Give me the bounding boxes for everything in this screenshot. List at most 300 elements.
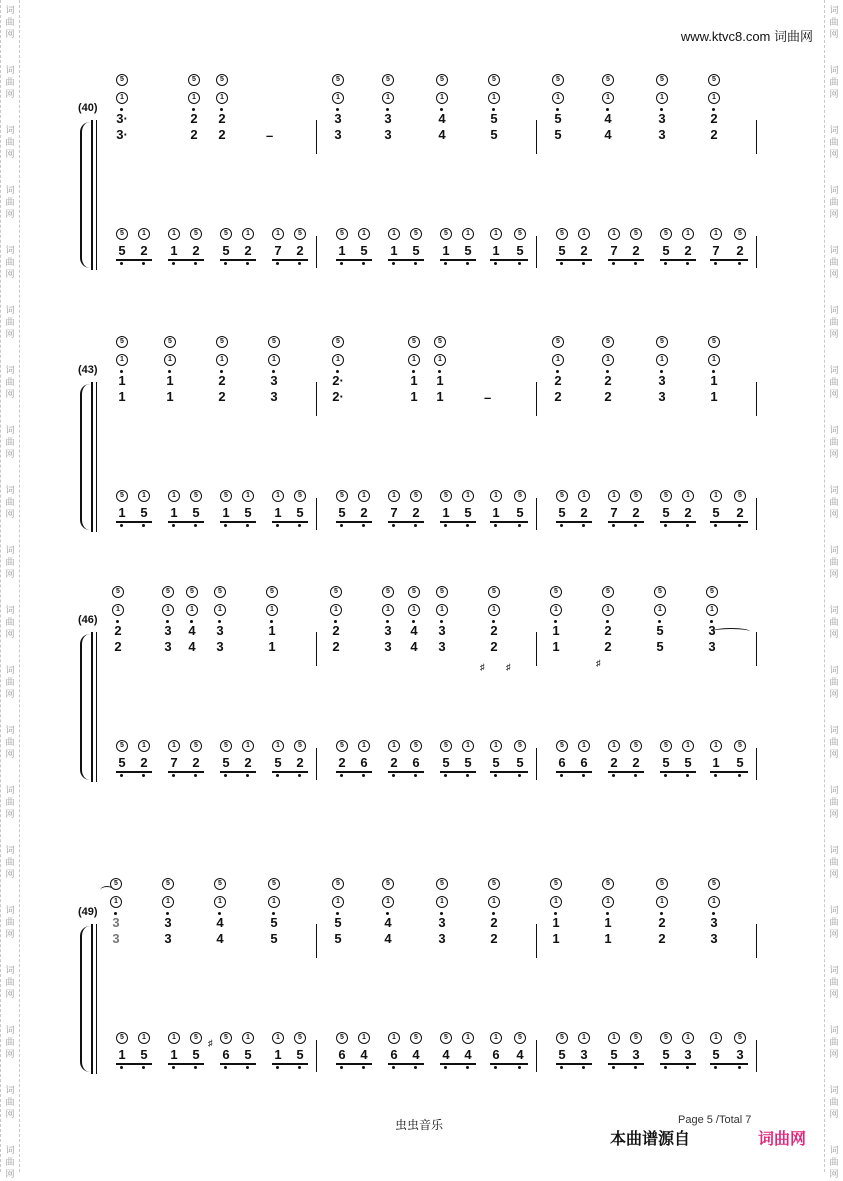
watermark-char: 网	[829, 390, 839, 400]
fingering-mark: 5	[382, 878, 394, 890]
watermark-char: 曲	[829, 258, 839, 268]
jianpu-note: 3	[334, 111, 342, 126]
beam-underline	[116, 259, 152, 261]
jianpu-note: 5	[464, 505, 472, 520]
fingering-mark: 5	[190, 1032, 202, 1044]
fingering-mark: 5	[708, 878, 720, 890]
watermark-char: 词	[829, 66, 839, 76]
octave-dot	[362, 524, 365, 527]
watermark-char: 词	[5, 126, 15, 136]
barline	[756, 382, 757, 416]
fingering-mark: 1	[358, 1032, 370, 1044]
site-url[interactable]: www.ktvc8.com 词曲网	[680, 29, 813, 44]
jianpu-note: 2	[114, 639, 122, 654]
fingering-mark: 5	[656, 878, 668, 890]
beam-underline	[440, 521, 476, 523]
fingering-mark: 1	[552, 354, 564, 366]
beam-underline	[388, 259, 424, 261]
jianpu-note: 3	[438, 915, 446, 930]
watermark-char: 词	[829, 486, 839, 496]
watermark-char: 曲	[829, 318, 839, 328]
jianpu-note: 3	[216, 623, 224, 638]
octave-dot	[392, 774, 395, 777]
watermark-char: 词	[829, 606, 839, 616]
fingering-mark: 5	[436, 74, 448, 86]
watermark-char: 词	[5, 186, 15, 196]
measure-number: (49)	[78, 906, 98, 918]
jianpu-note: 2	[244, 755, 252, 770]
octave-dot	[738, 1066, 741, 1069]
fingering-mark: 5	[268, 878, 280, 890]
fingering-mark: 5	[116, 74, 128, 86]
jianpu-note: 5	[118, 243, 126, 258]
watermark-char: 网	[829, 510, 839, 520]
fingering-mark: 5	[294, 1032, 306, 1044]
watermark-char: 词	[829, 366, 839, 376]
jianpu-note: 3	[164, 639, 172, 654]
octave-dot	[612, 1066, 615, 1069]
beam-underline	[660, 1063, 696, 1065]
octave-dot	[246, 774, 249, 777]
watermark-char: 曲	[5, 978, 15, 988]
jianpu-note: 4	[438, 127, 446, 142]
jianpu-note: 3·	[116, 111, 128, 126]
jianpu-note: 5	[270, 931, 278, 946]
footer-center-text: 虫虫音乐	[395, 1118, 444, 1132]
octave-dot	[224, 262, 227, 265]
octave-dot	[224, 774, 227, 777]
barline	[756, 924, 757, 958]
jianpu-note: 6	[390, 1047, 398, 1062]
jianpu-note: 5	[296, 1047, 304, 1062]
jianpu-note: 5	[334, 915, 342, 930]
beam-underline	[556, 771, 592, 773]
jianpu-note: 5	[656, 639, 664, 654]
fingering-mark: 5	[336, 740, 348, 752]
jianpu-note: 1	[552, 915, 560, 930]
barline	[536, 924, 537, 958]
octave-dot	[142, 774, 145, 777]
jianpu-note: 3	[708, 623, 716, 638]
fingering-mark: 1	[116, 354, 128, 366]
fingering-mark: 1	[550, 896, 562, 908]
jianpu-note: 3	[164, 931, 172, 946]
sharp-sign: ♯	[480, 662, 485, 672]
barline	[536, 632, 537, 666]
jianpu-note: 2	[190, 127, 198, 142]
fingering-mark: 1	[710, 1032, 722, 1044]
watermark-char: 词	[5, 1086, 15, 1096]
watermark-char: 网	[829, 330, 839, 340]
jianpu-note: 2	[140, 243, 148, 258]
barline	[536, 120, 537, 154]
jianpu-note: 1	[170, 505, 178, 520]
jianpu-note: 2	[490, 623, 498, 638]
fingering-mark: 1	[358, 490, 370, 502]
fingering-mark: 1	[242, 228, 254, 240]
octave-dot	[560, 1066, 563, 1069]
fingering-mark: 1	[382, 604, 394, 616]
jianpu-note: 5	[516, 505, 524, 520]
fingering-mark: 5	[552, 74, 564, 86]
jianpu-note: 3	[736, 1047, 744, 1062]
fingering-mark: 5	[434, 336, 446, 348]
jianpu-note: 2·	[332, 373, 344, 388]
barline	[756, 748, 757, 780]
fingering-mark: 5	[706, 586, 718, 598]
fingering-mark: 1	[162, 896, 174, 908]
watermark-char: 词	[5, 6, 15, 16]
fingering-mark: 1	[708, 896, 720, 908]
jianpu-note: 4	[410, 623, 418, 638]
octave-dot	[612, 524, 615, 527]
jianpu-note: 1	[552, 623, 560, 638]
jianpu-note: 5	[516, 243, 524, 258]
octave-dot	[582, 524, 585, 527]
rest-dash: –	[266, 128, 274, 143]
fingering-mark: 1	[168, 1032, 180, 1044]
octave-dot	[612, 774, 615, 777]
watermark-char: 网	[5, 690, 15, 700]
watermark-char: 曲	[5, 498, 15, 508]
octave-dot	[414, 774, 417, 777]
watermark-char: 曲	[5, 18, 15, 28]
jianpu-note: 6	[338, 1047, 346, 1062]
octave-dot	[392, 524, 395, 527]
jianpu-note: 3	[112, 931, 120, 946]
octave-dot	[340, 262, 343, 265]
watermark-char: 曲	[829, 798, 839, 808]
fingering-mark: 1	[682, 1032, 694, 1044]
fingering-mark: 1	[436, 896, 448, 908]
fingering-mark: 5	[294, 740, 306, 752]
octave-dot	[298, 262, 301, 265]
octave-dot	[664, 262, 667, 265]
jianpu-note: 6	[558, 755, 566, 770]
beam-underline	[440, 1063, 476, 1065]
jianpu-note: 1	[222, 505, 230, 520]
fingering-mark: 1	[168, 740, 180, 752]
footer-logo[interactable]: 词曲网	[758, 1131, 807, 1148]
jianpu-note: 3	[658, 389, 666, 404]
fingering-mark: 5	[336, 490, 348, 502]
fingering-mark: 1	[242, 490, 254, 502]
jianpu-note: 1	[274, 505, 282, 520]
octave-dot	[142, 524, 145, 527]
barline	[316, 924, 317, 958]
octave-dot	[414, 524, 417, 527]
watermark-char: 网	[5, 210, 15, 220]
jianpu-note: 6	[360, 755, 368, 770]
jianpu-note: 6	[492, 1047, 500, 1062]
beam-underline	[660, 259, 696, 261]
fingering-mark: 5	[332, 336, 344, 348]
fingering-mark: 5	[602, 74, 614, 86]
jianpu-note: 5	[140, 505, 148, 520]
watermark-char: 曲	[829, 1038, 839, 1048]
watermark-char: 曲	[5, 318, 15, 328]
jianpu-note: 7	[610, 243, 618, 258]
fingering-mark: 5	[734, 740, 746, 752]
jianpu-note: 2	[332, 623, 340, 638]
octave-dot	[246, 262, 249, 265]
fingering-mark: 1	[330, 604, 342, 616]
fingering-mark: 1	[214, 604, 226, 616]
fingering-mark: 5	[734, 490, 746, 502]
beam-underline	[336, 771, 372, 773]
jianpu-note: 3	[438, 639, 446, 654]
octave-dot	[392, 1066, 395, 1069]
system-bar-thin	[96, 924, 97, 1074]
fingering-mark: 5	[488, 74, 500, 86]
octave-dot	[276, 262, 279, 265]
fingering-mark: 5	[654, 586, 666, 598]
watermark-char: 曲	[5, 78, 15, 88]
fingering-mark: 5	[602, 336, 614, 348]
jianpu-note: 3	[710, 931, 718, 946]
octave-dot	[466, 774, 469, 777]
jianpu-note: 1	[170, 1047, 178, 1062]
watermark-char: 曲	[5, 258, 15, 268]
jianpu-note: 5	[558, 1047, 566, 1062]
fingering-mark: 5	[656, 336, 668, 348]
octave-dot	[518, 524, 521, 527]
fingering-mark: 1	[388, 1032, 400, 1044]
watermark-char: 网	[5, 870, 15, 880]
fingering-mark: 5	[188, 74, 200, 86]
fingering-mark: 1	[242, 1032, 254, 1044]
octave-dot	[142, 262, 145, 265]
octave-dot	[298, 774, 301, 777]
system-brace	[80, 122, 92, 268]
rest-dash: –	[484, 390, 492, 405]
fingering-mark: 5	[708, 74, 720, 86]
watermark-char: 曲	[829, 678, 839, 688]
fingering-mark: 1	[164, 354, 176, 366]
watermark-char: 曲	[829, 1158, 839, 1168]
fingering-mark: 1	[436, 604, 448, 616]
jianpu-note: 2	[332, 639, 340, 654]
beam-underline	[116, 771, 152, 773]
barline	[536, 498, 537, 530]
system-brace	[80, 634, 92, 780]
watermark-char: 网	[5, 990, 15, 1000]
jianpu-note: 6	[412, 755, 420, 770]
watermark-char: 词	[829, 426, 839, 436]
fingering-mark: 1	[332, 896, 344, 908]
jianpu-note: 5	[296, 505, 304, 520]
octave-dot	[714, 774, 717, 777]
jianpu-note: 2	[658, 931, 666, 946]
watermark-char: 网	[5, 510, 15, 520]
fingering-mark: 1	[578, 228, 590, 240]
fingering-mark: 5	[214, 586, 226, 598]
octave-dot	[414, 1066, 417, 1069]
watermark-char: 网	[5, 330, 15, 340]
jianpu-note: 5	[516, 755, 524, 770]
jianpu-note: 4	[604, 127, 612, 142]
watermark-char: 词	[5, 486, 15, 496]
watermark-char: 曲	[5, 618, 15, 628]
jianpu-note: 5	[558, 505, 566, 520]
fingering-mark: 1	[488, 896, 500, 908]
watermark-char: 网	[5, 810, 15, 820]
fingering-mark: 1	[382, 92, 394, 104]
watermark-char: 词	[829, 966, 839, 976]
barline	[756, 236, 757, 268]
barline	[316, 632, 317, 666]
octave-dot	[194, 262, 197, 265]
beam-underline	[490, 771, 528, 773]
fingering-mark: 1	[550, 604, 562, 616]
fingering-mark: 1	[462, 740, 474, 752]
jianpu-note: 2	[490, 639, 498, 654]
jianpu-note: 5	[712, 1047, 720, 1062]
beam-underline	[490, 1063, 528, 1065]
jianpu-note: 1	[268, 639, 276, 654]
jianpu-note: 2	[338, 755, 346, 770]
fingering-mark: 5	[216, 74, 228, 86]
beam-underline	[272, 521, 308, 523]
watermark-char: 网	[5, 1050, 15, 1060]
beam-underline	[336, 521, 372, 523]
octave-dot	[634, 524, 637, 527]
octave-dot	[120, 1066, 123, 1069]
fingering-mark: 1	[168, 490, 180, 502]
jianpu-note: 4	[216, 931, 224, 946]
fingering-mark: 5	[410, 740, 422, 752]
jianpu-note: 5	[244, 505, 252, 520]
jianpu-note: 2	[604, 373, 612, 388]
jianpu-note: 1	[552, 931, 560, 946]
fingering-mark: 1	[706, 604, 718, 616]
octave-dot	[582, 1066, 585, 1069]
jianpu-note: 5	[274, 755, 282, 770]
watermark-char: 网	[829, 990, 839, 1000]
fingering-mark: 1	[602, 92, 614, 104]
octave-dot	[714, 524, 717, 527]
fingering-mark: 5	[190, 490, 202, 502]
jianpu-note: 4	[604, 111, 612, 126]
watermark-char: 曲	[5, 798, 15, 808]
jianpu-note: 5	[662, 243, 670, 258]
beam-underline	[220, 259, 256, 261]
fingering-mark: 5	[220, 1032, 232, 1044]
jianpu-note: 5	[490, 111, 498, 126]
jianpu-note: 7	[712, 243, 720, 258]
jianpu-note: 3	[270, 373, 278, 388]
octave-dot	[714, 262, 717, 265]
octave-dot	[224, 524, 227, 527]
fingering-mark: 5	[656, 74, 668, 86]
jianpu-note: 5	[554, 127, 562, 142]
watermark-char: 曲	[829, 78, 839, 88]
barline	[536, 236, 537, 268]
watermark-char: 网	[829, 930, 839, 940]
octave-dot	[686, 262, 689, 265]
jianpu-note: 7	[390, 505, 398, 520]
system-brace	[80, 384, 92, 530]
beam-underline	[556, 259, 592, 261]
octave-dot	[664, 774, 667, 777]
watermark-char: 词	[829, 306, 839, 316]
fingering-mark: 5	[630, 228, 642, 240]
watermark-char: 网	[5, 1170, 15, 1180]
fingering-mark: 1	[138, 490, 150, 502]
watermark-char: 词	[829, 666, 839, 676]
jianpu-note: 1	[118, 373, 126, 388]
jianpu-note: 2	[632, 505, 640, 520]
fingering-mark: 5	[660, 1032, 672, 1044]
octave-dot	[444, 262, 447, 265]
fingering-mark: 1	[188, 92, 200, 104]
beam-underline	[710, 521, 748, 523]
system-bar-thin	[96, 632, 97, 782]
octave-dot	[634, 1066, 637, 1069]
jianpu-note: 2·	[332, 389, 344, 404]
fingering-mark: 5	[332, 878, 344, 890]
octave-dot	[142, 1066, 145, 1069]
beam-underline	[660, 521, 696, 523]
jianpu-note: 1	[604, 915, 612, 930]
measure-number: (40)	[78, 102, 98, 114]
fingering-mark: 1	[408, 354, 420, 366]
fingering-mark: 5	[190, 228, 202, 240]
barline	[536, 382, 537, 416]
octave-dot	[172, 262, 175, 265]
watermark-char: 网	[829, 570, 839, 580]
jianpu-note: 1	[170, 243, 178, 258]
fingering-mark: 1	[490, 228, 502, 240]
jianpu-note: 4	[188, 623, 196, 638]
jianpu-note: 5	[656, 623, 664, 638]
beam-underline	[608, 259, 644, 261]
jianpu-note: 4	[384, 931, 392, 946]
beam-underline	[490, 521, 528, 523]
fingering-mark: 1	[602, 896, 614, 908]
watermark-char: 网	[829, 210, 839, 220]
fingering-mark: 1	[168, 228, 180, 240]
watermark-char: 曲	[5, 198, 15, 208]
fingering-mark: 1	[708, 92, 720, 104]
octave-dot	[686, 524, 689, 527]
fingering-mark: 1	[608, 1032, 620, 1044]
octave-dot	[560, 774, 563, 777]
jianpu-note: 5	[554, 111, 562, 126]
fingering-mark: 5	[116, 740, 128, 752]
barline	[316, 120, 317, 154]
octave-dot	[194, 774, 197, 777]
beam-underline	[220, 771, 256, 773]
jianpu-note: 2	[658, 915, 666, 930]
octave-dot	[714, 1066, 717, 1069]
watermark-char: 网	[829, 810, 839, 820]
octave-dot	[444, 1066, 447, 1069]
beam-underline	[116, 521, 152, 523]
jianpu-note: 5	[140, 1047, 148, 1062]
watermark-char: 曲	[829, 378, 839, 388]
beam-underline	[710, 259, 748, 261]
tie	[712, 628, 750, 635]
beam-underline	[220, 1063, 256, 1065]
octave-dot	[392, 262, 395, 265]
jianpu-note: 1	[492, 243, 500, 258]
fingering-mark: 5	[294, 490, 306, 502]
watermark-char: 词	[5, 66, 15, 76]
octave-dot	[172, 774, 175, 777]
jianpu-note: 5	[736, 755, 744, 770]
fingering-mark: 5	[514, 228, 526, 240]
